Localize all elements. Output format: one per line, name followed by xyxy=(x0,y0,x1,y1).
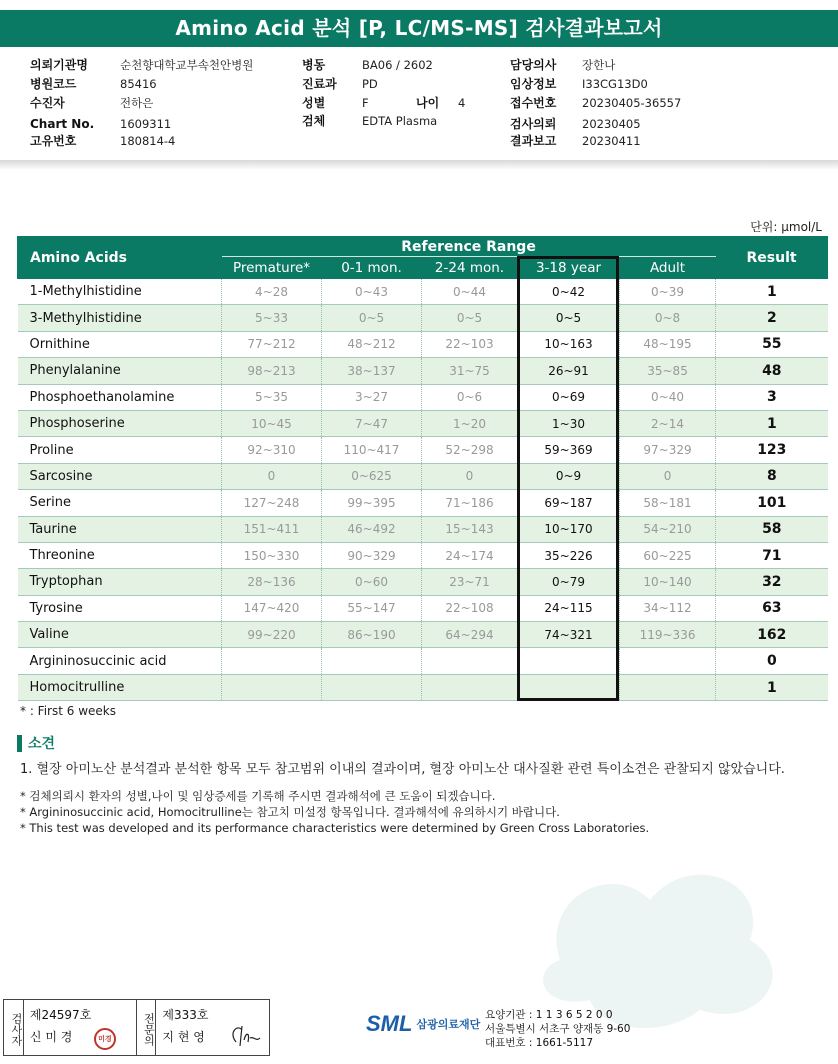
reference-range-cell: 110~417 xyxy=(322,437,422,463)
contact-line: 대표번호 : 1661-5117 xyxy=(485,1037,594,1049)
reference-range-cell: 48~212 xyxy=(322,331,422,357)
doctor-label: 전문의 xyxy=(137,1000,157,1055)
reference-range-cell: 54~210 xyxy=(620,516,716,542)
info-label: 의뢰기관명 xyxy=(30,58,88,72)
reference-range-cell xyxy=(322,674,422,700)
reference-range-cell: 64~294 xyxy=(422,622,518,648)
info-value: 장한나 xyxy=(582,58,616,72)
finding-text: 1. 혈장 아미노산 분석결과 분석한 항목 모두 참고범위 이내의 결과이며, 혈장 아미노산 대사질환 관련 특이소견은 관찰되지 않았습니다. xyxy=(20,762,785,777)
info-label: Chart No. xyxy=(30,117,95,131)
info-label: 검체 xyxy=(302,114,326,128)
reference-range-cell: 150~330 xyxy=(222,542,322,568)
amino-acid-name: Phosphoserine xyxy=(18,410,222,436)
result-value: 123 xyxy=(716,437,828,463)
reference-range-cell xyxy=(620,648,716,674)
reference-range-cell: 60~225 xyxy=(620,542,716,568)
note: * 검체의뢰시 환자의 성별,나이 및 임상증세를 기록해 주시면 결과해석에 큰 도움이 되겠습니다. xyxy=(20,789,496,803)
info-value: BA06 / 2602 xyxy=(362,58,433,72)
info-label: 병원코드 xyxy=(30,77,77,91)
reference-range-cell xyxy=(620,674,716,700)
org-name: 삼광의료재단 xyxy=(416,1018,481,1031)
reference-range-cell: 22~103 xyxy=(422,331,518,357)
notes xyxy=(20,788,649,836)
header-divider xyxy=(0,160,838,170)
reference-range-cell: 2~14 xyxy=(620,410,716,436)
info-value: 180814-4 xyxy=(120,134,176,148)
reference-range-cell xyxy=(422,674,518,700)
table-row xyxy=(18,331,828,357)
info-value: 20230411 xyxy=(582,134,641,148)
tester-stamp: 미경 xyxy=(94,1028,116,1050)
info-label: 검사의뢰 xyxy=(510,117,557,131)
tester-cell xyxy=(24,1000,137,1055)
result-value: 1 xyxy=(716,410,828,436)
reference-range-cell: 98~213 xyxy=(222,358,322,384)
info-label: 성별 xyxy=(302,96,326,110)
amino-acid-name: Argininosuccinic acid xyxy=(18,648,222,674)
amino-acid-name: Threonine xyxy=(18,542,222,568)
reference-range-cell: 23~71 xyxy=(422,569,518,595)
reference-range-cell: 3~27 xyxy=(322,384,422,410)
unit-label: 단위: μmol/L xyxy=(750,220,822,234)
info-value: 전하은 xyxy=(120,96,154,110)
result-value: 2 xyxy=(716,305,828,331)
reference-range-cell: 1~30 xyxy=(518,410,620,436)
reference-range-cell: 119~336 xyxy=(620,622,716,648)
reference-range-cell: 147~420 xyxy=(222,595,322,621)
reference-range-cell: 15~143 xyxy=(422,516,518,542)
reference-range-cell xyxy=(518,648,620,674)
patient-info xyxy=(0,54,838,154)
reference-range-cell: 24~115 xyxy=(518,595,620,621)
reference-range-cell: 38~137 xyxy=(322,358,422,384)
reference-range-cell: 0~5 xyxy=(322,305,422,331)
result-value: 63 xyxy=(716,595,828,621)
reference-range-cell: 0~6 xyxy=(422,384,518,410)
amino-acid-name: Homocitrulline xyxy=(18,674,222,700)
info-label: 접수번호 xyxy=(510,96,557,110)
info-value: EDTA Plasma xyxy=(362,114,438,128)
table-row xyxy=(18,490,828,516)
reference-range-cell: 10~45 xyxy=(222,410,322,436)
reference-range-cell xyxy=(422,648,518,674)
reference-range-cell: 127~248 xyxy=(222,490,322,516)
reference-range-cell: 10~170 xyxy=(518,516,620,542)
amino-acid-name: Phenylalanine xyxy=(18,358,222,384)
tester-label: 검사자 xyxy=(4,1000,24,1055)
result-value: 101 xyxy=(716,490,828,516)
result-value: 48 xyxy=(716,358,828,384)
contact-line: 서울특별시 서초구 양재동 9-60 xyxy=(485,1023,631,1035)
result-value: 0 xyxy=(716,648,828,674)
doctor-signature xyxy=(226,1022,262,1050)
amino-acid-name: Sarcosine xyxy=(18,463,222,489)
reference-range-cell: 77~212 xyxy=(222,331,322,357)
info-value: 85416 xyxy=(120,77,157,91)
reference-range-cell: 58~181 xyxy=(620,490,716,516)
reference-range-cell: 74~321 xyxy=(518,622,620,648)
col-2-24-mon: 2-24 mon. xyxy=(422,257,518,279)
amino-acid-name: Ornithine xyxy=(18,331,222,357)
section-marker xyxy=(17,735,22,752)
info-label: 수진자 xyxy=(30,96,65,110)
reference-range-cell: 0~43 xyxy=(322,279,422,305)
amino-acid-name: Valine xyxy=(18,622,222,648)
reference-range-cell: 0~69 xyxy=(518,384,620,410)
findings-title: 소견 xyxy=(28,736,56,752)
amino-acid-name: 3-Methylhistidine xyxy=(18,305,222,331)
col-amino-acids: Amino Acids xyxy=(18,237,222,279)
contact-info xyxy=(485,1008,630,1050)
col-premature: Premature* xyxy=(222,257,322,279)
table-row xyxy=(18,542,828,568)
reference-range-cell: 151~411 xyxy=(222,516,322,542)
reference-range-cell: 0~625 xyxy=(322,463,422,489)
result-value: 55 xyxy=(716,331,828,357)
report-title: Amino Acid 분석 [P, LC/MS-MS] 검사결과보고서 xyxy=(0,10,838,47)
reference-range-cell: 69~187 xyxy=(518,490,620,516)
reference-range-cell: 0~39 xyxy=(620,279,716,305)
result-value: 1 xyxy=(716,279,828,305)
results-table xyxy=(17,236,828,701)
table-row xyxy=(18,305,828,331)
amino-acid-name: Proline xyxy=(18,437,222,463)
result-value: 3 xyxy=(716,384,828,410)
info-label: 병동 xyxy=(302,58,326,72)
reference-range-cell: 0~9 xyxy=(518,463,620,489)
reference-range-cell: 0~40 xyxy=(620,384,716,410)
reference-range-cell xyxy=(322,648,422,674)
reference-range-cell: 52~298 xyxy=(422,437,518,463)
note: * This test was developed and its performance characteristics were determined by Green Cross Laboratories. xyxy=(20,821,650,835)
reference-range-cell: 24~174 xyxy=(422,542,518,568)
reference-range-cell xyxy=(518,674,620,700)
reference-range-cell: 0 xyxy=(422,463,518,489)
doctor-name: 지 현 영 xyxy=(162,1030,205,1044)
info-value: PD xyxy=(362,77,378,91)
reference-range-cell: 0~5 xyxy=(422,305,518,331)
amino-acid-name: Taurine xyxy=(18,516,222,542)
reference-range-cell: 10~163 xyxy=(518,331,620,357)
info-label: 결과보고 xyxy=(510,134,557,148)
contact-line: 요양기관 : 1 1 3 6 5 2 0 0 xyxy=(485,1009,613,1021)
reference-range-cell: 34~112 xyxy=(620,595,716,621)
logo-mark: SML xyxy=(366,1011,413,1036)
result-value: 1 xyxy=(716,674,828,700)
reference-range-cell: 22~108 xyxy=(422,595,518,621)
col-0-1-mon: 0-1 mon. xyxy=(322,257,422,279)
table-row xyxy=(18,569,828,595)
table-row xyxy=(18,279,828,305)
amino-acid-name: Serine xyxy=(18,490,222,516)
table-row xyxy=(18,648,828,674)
reference-range-cell: 5~33 xyxy=(222,305,322,331)
note: * Argininosuccinic acid, Homocitrulline는 참고치 미설정 항목입니다. 결과해석에 유의하시기 바랍니다. xyxy=(20,805,560,819)
col-reference-range: Reference Range xyxy=(222,237,716,257)
amino-acid-name: Phosphoethanolamine xyxy=(18,384,222,410)
table-row xyxy=(18,674,828,700)
doctor-cell xyxy=(156,1000,269,1055)
reference-range-cell: 0 xyxy=(620,463,716,489)
reference-range-cell: 7~47 xyxy=(322,410,422,436)
reference-range-cell: 0 xyxy=(222,463,322,489)
reference-range-cell: 55~147 xyxy=(322,595,422,621)
reference-range-cell: 5~35 xyxy=(222,384,322,410)
table-row xyxy=(18,358,828,384)
reference-range-cell: 99~220 xyxy=(222,622,322,648)
reference-range-cell: 0~5 xyxy=(518,305,620,331)
reference-range-cell xyxy=(222,674,322,700)
info-label: 고유번호 xyxy=(30,134,77,148)
result-value: 32 xyxy=(716,569,828,595)
info-value: 1609311 xyxy=(120,117,172,131)
table-row xyxy=(18,595,828,621)
reference-range-cell: 0~8 xyxy=(620,305,716,331)
reference-range-cell: 0~79 xyxy=(518,569,620,595)
info-value: 20230405-36557 xyxy=(582,96,682,110)
col-result: Result xyxy=(716,237,828,279)
reference-range-cell: 71~186 xyxy=(422,490,518,516)
reference-range-cell: 46~492 xyxy=(322,516,422,542)
age-value: 4 xyxy=(458,96,466,110)
tester-license: 제24597호 xyxy=(29,1008,92,1022)
reference-range-cell xyxy=(222,648,322,674)
doctor-license: 제333호 xyxy=(162,1008,209,1022)
reference-range-cell: 86~190 xyxy=(322,622,422,648)
reference-range-cell: 0~60 xyxy=(322,569,422,595)
tester-name: 신 미 경 xyxy=(29,1030,73,1044)
info-label: 임상정보 xyxy=(510,77,557,91)
reference-range-cell: 0~44 xyxy=(422,279,518,305)
col-3-18-year: 3-18 year xyxy=(518,257,620,279)
result-value: 71 xyxy=(716,542,828,568)
info-value: F xyxy=(362,96,369,110)
findings-heading xyxy=(17,733,55,753)
table-row xyxy=(18,410,828,436)
info-value: 순천향대학교부속천안병원 xyxy=(120,58,254,72)
result-value: 58 xyxy=(716,516,828,542)
amino-acid-name: Tyrosine xyxy=(18,595,222,621)
reference-range-cell: 59~369 xyxy=(518,437,620,463)
table-row xyxy=(18,384,828,410)
info-value: I33CG13D0 xyxy=(582,77,648,91)
result-value: 8 xyxy=(716,463,828,489)
reference-range-cell: 4~28 xyxy=(222,279,322,305)
reference-range-cell: 0~42 xyxy=(518,279,620,305)
reference-range-cell: 35~85 xyxy=(620,358,716,384)
reference-range-cell: 48~195 xyxy=(620,331,716,357)
reference-range-cell: 90~329 xyxy=(322,542,422,568)
amino-acid-name: 1-Methylhistidine xyxy=(18,279,222,305)
age-label: 나이 xyxy=(416,96,440,110)
info-label: 진료과 xyxy=(302,77,337,91)
reference-range-cell: 97~329 xyxy=(620,437,716,463)
reference-range-cell: 26~91 xyxy=(518,358,620,384)
amino-acid-name: Tryptophan xyxy=(18,569,222,595)
table-row xyxy=(18,463,828,489)
sml-logo xyxy=(366,1011,480,1037)
reference-range-cell: 35~226 xyxy=(518,542,620,568)
reference-range-cell: 99~395 xyxy=(322,490,422,516)
table-row xyxy=(18,622,828,648)
reference-range-cell: 28~136 xyxy=(222,569,322,595)
signature-block xyxy=(3,999,270,1056)
info-value: 20230405 xyxy=(582,117,641,131)
col-adult: Adult xyxy=(620,257,716,279)
table-row xyxy=(18,516,828,542)
result-value: 162 xyxy=(716,622,828,648)
reference-range-cell: 1~20 xyxy=(422,410,518,436)
table-row xyxy=(18,437,828,463)
reference-range-cell: 10~140 xyxy=(620,569,716,595)
reference-range-cell: 92~310 xyxy=(222,437,322,463)
premature-footnote: * : First 6 weeks xyxy=(20,704,116,718)
info-label: 담당의사 xyxy=(510,58,557,72)
reference-range-cell: 31~75 xyxy=(422,358,518,384)
